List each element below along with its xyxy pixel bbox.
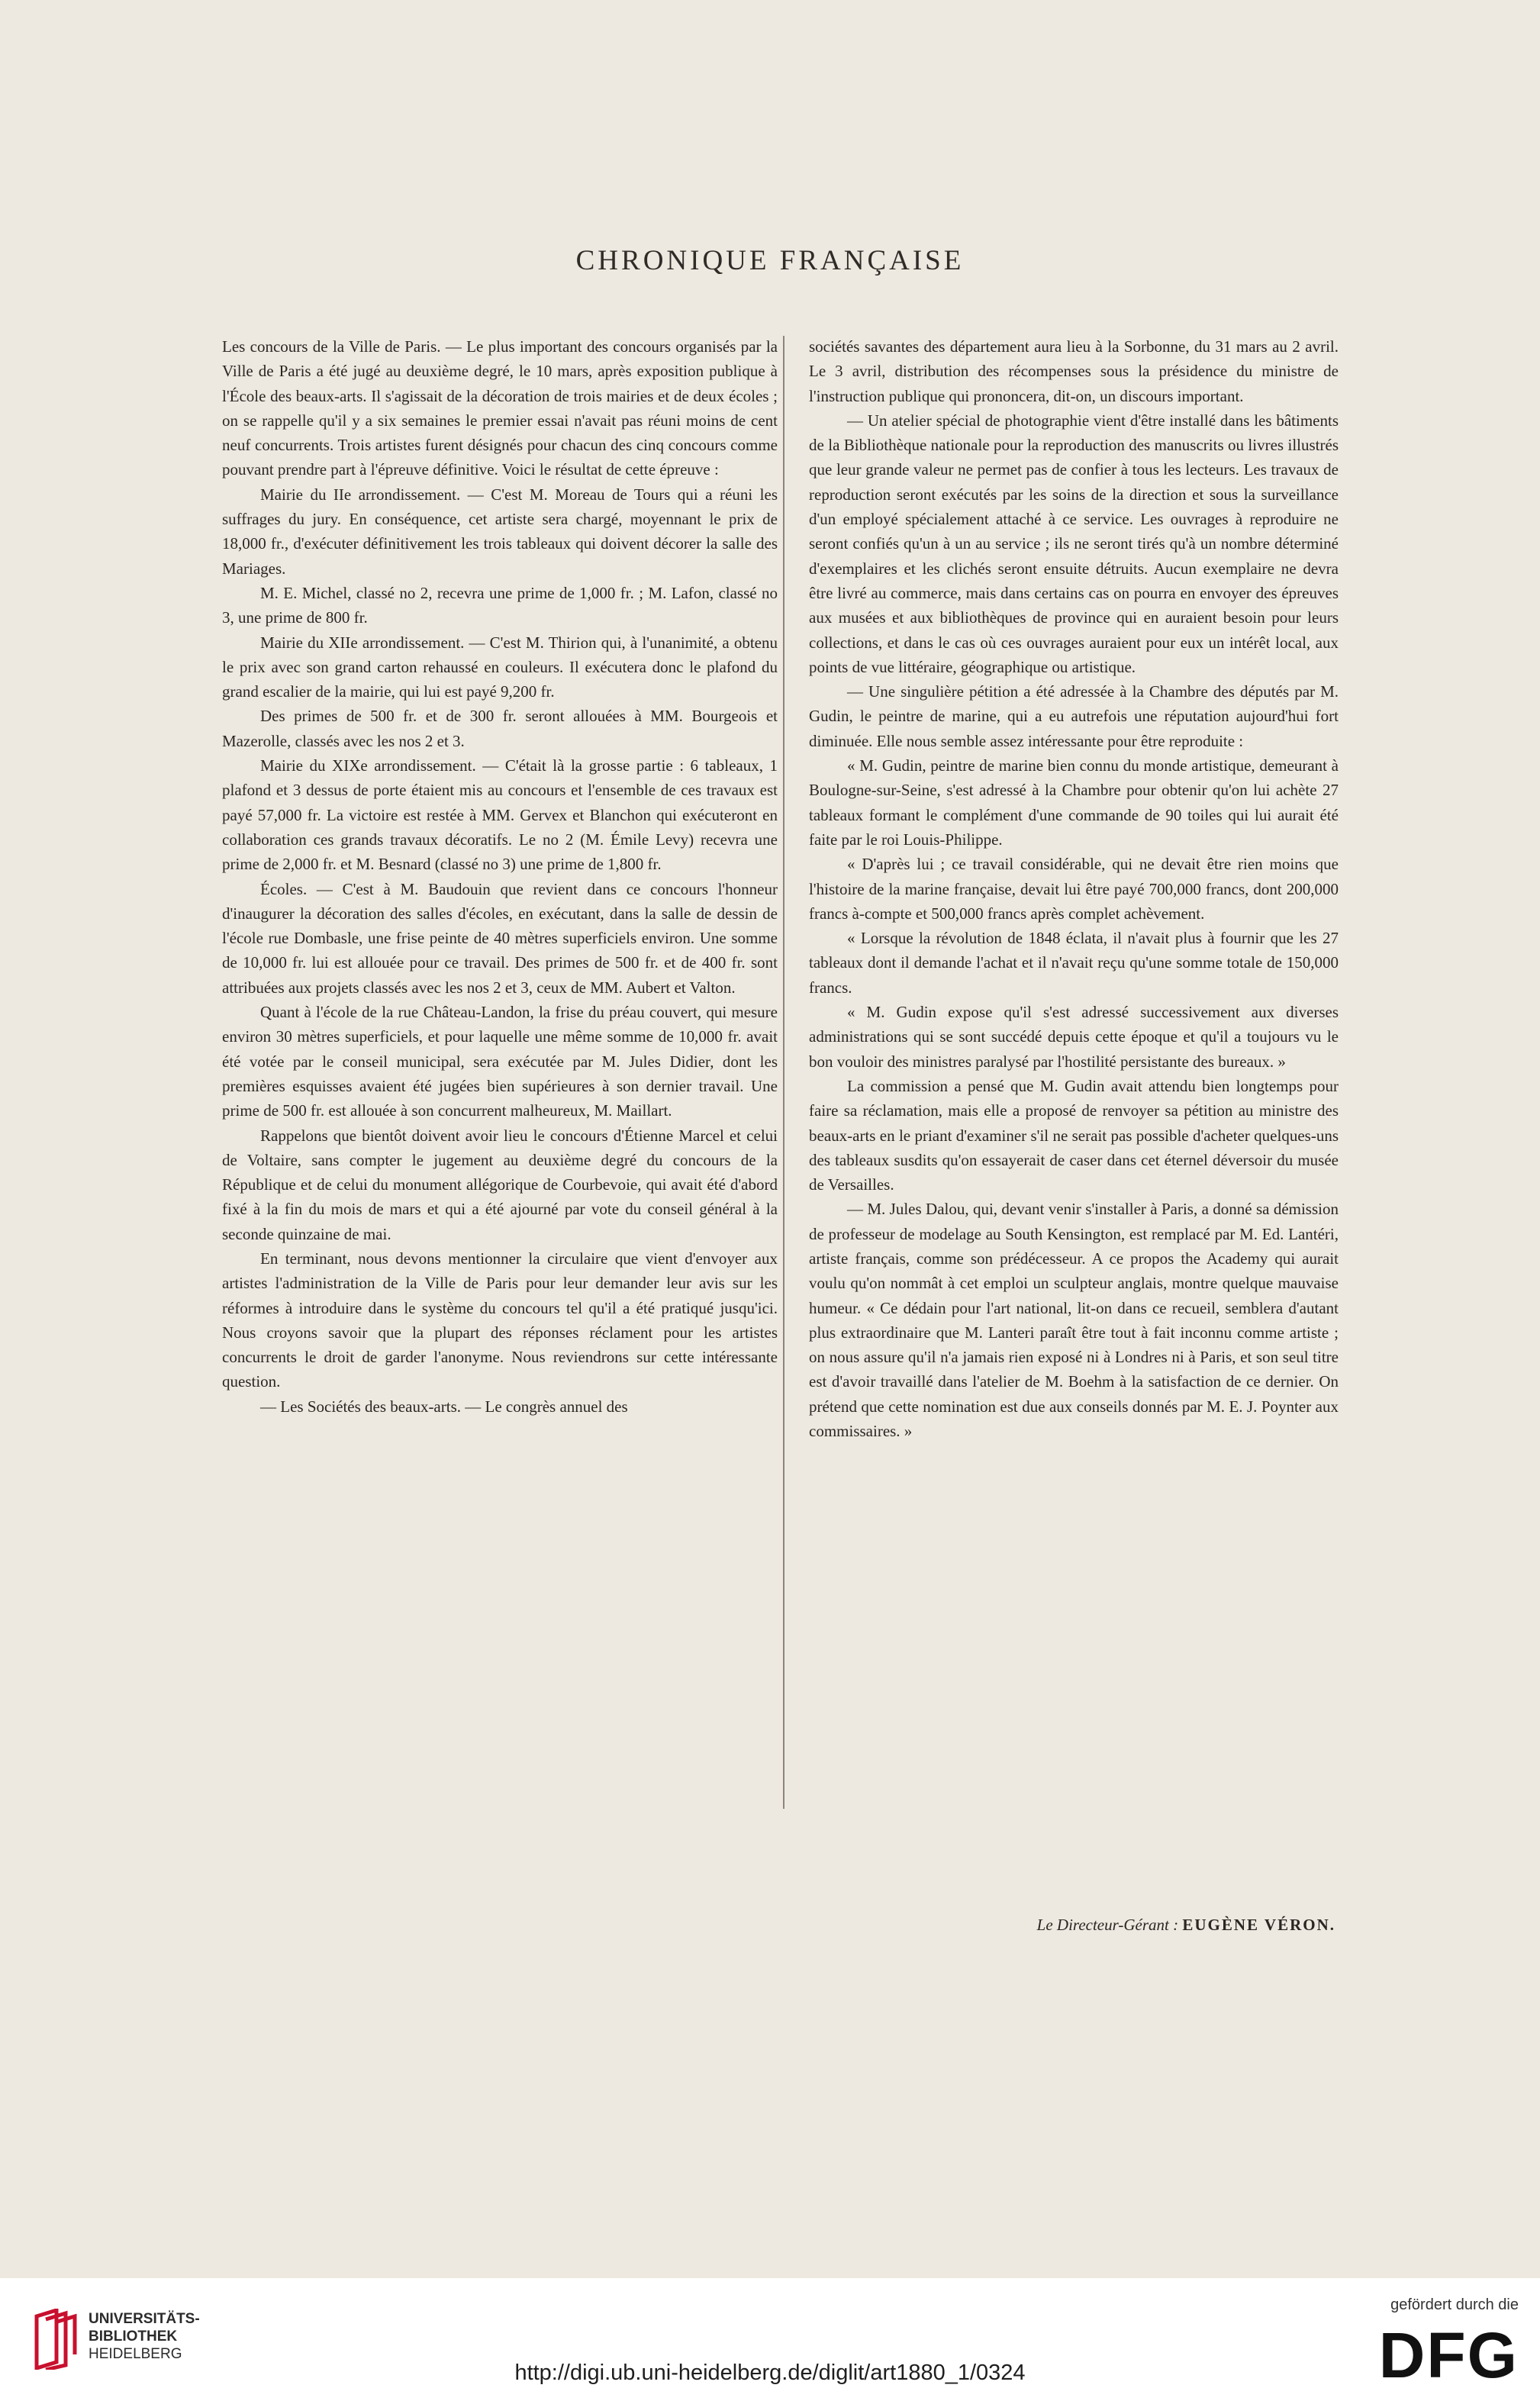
footer bbox=[0, 2278, 1540, 2401]
document-url-link[interactable]: http://digi.ub.uni-heidelberg.de/diglit/art1880_1/0324 bbox=[514, 2361, 1026, 2385]
paragraph: — Un atelier spécial de photographie vient d'être installé dans les bâtiments de la Bibliothèque nationale pour la reproduction des manuscrits ou livres illustrés que leur grande valeur ne permet pas de confier à tous les lecteurs. Les travaux de reproduction seront exécutés par les soins de la direction et sous la surveillance d'un employé spécialement attaché à ce service. Les ouvrages à reproduire ne seront confiés qu'un à un au service ; ils ne seront tirés qu'à un nombre déterminé d'exemplaires et les clichés seront ensuite détruits. Aucun exemplaire ne devra être livré au commerce, mais dans certains cas on pourra en envoyer des épreuves aux musées et aux bibliothèques de province qui en auraient besoin pour leurs collections, et dans le cas où ces ouvrages auraient pour eux un intérêt local, aux points de vue littéraire, géographique ou artistique. bbox=[809, 411, 1339, 676]
paragraph: — M. Jules Dalou, qui, devant venir s'installer à Paris, a donné sa démission de professeur de modelage au South Kensington, est remplacé par M. Ed. Lantéri, artiste français, comme son prédécesseur. A ce propos the Academy qui aurait voulu qu'on nommât à cet emploi un sculpteur anglais, montre quelque mauvaise humeur. « Ce dédain pour l'art national, lit-on dans ce recueil, semblera d'autant plus extraordinaire que M. Lanteri paraît être tout à fait inconnu comme artiste ; on nous assure qu'il n'a jamais rien exposé ni à Londres ni à Paris, et son seul titre est d'avoir travaillé dans l'atelier de M. Boehm à la satisfaction de ce dernier. On prétend que cette nomination est due aux conseils donnés par M. E. J. Poynter aux commissaires. » bbox=[809, 1200, 1339, 1441]
paragraph: — Les Sociétés des beaux-arts. — Le congrès annuel des bbox=[260, 1397, 628, 1416]
paragraph: sociétés savantes des département aura lieu à la Sorbonne, du 31 mars au 2 avril. Le 3 avril, distribution des récompenses sous la présidence du ministre de l'instruction publique qui prononcera, dit-on, un discours important. bbox=[809, 337, 1339, 405]
paragraph: « D'après lui ; ce travail considérable, qui ne devait être rien moins que l'histoire de la marine française, devait lui être payé 700,000 francs, dont 200,000 francs à-compte et 500,000 francs après complet achèvement. bbox=[809, 855, 1339, 923]
paragraph: Quant à l'école de la rue Château-Landon, la frise du préau couvert, qui mesure environ 30 mètres superficiels, et pour laquelle une même somme de 10,000 fr. avait été votée par le conseil municipal, sera exécutée par M. Jules Didier, dont les premières esquisses avaient été jugées bien supérieures à son dernier travail. Une prime de 500 fr. est allouée à son concurrent malheureux, M. Maillart. bbox=[222, 1003, 778, 1120]
paragraph: Des primes de 500 fr. et de 300 fr. seront allouées à MM. Bourgeois et Mazerolle, classés avec les nos 2 et 3. bbox=[222, 707, 778, 750]
paragraph: « M. Gudin expose qu'il s'est adressé successivement aux diverses administrations qui se sont succédé depuis cette époque et qu'il a toujours vu le bon vouloir des ministres paralysé par l'hostilité persistante des bureaux. » bbox=[809, 1003, 1339, 1071]
paragraph: En terminant, nous devons mentionner la circulaire que vient d'envoyer aux artistes l'administration de la Ville de Paris pour leur demander leur avis sur les réformes à introduire dans le système du concours tel qu'il a été pratiqué jusqu'ici. Nous croyons savoir que la plupart des réponses réclament pour les artistes concurrents le droit de garder l'anonyme. Nous reviendrons sur cette intéressante question. bbox=[222, 1249, 778, 1391]
paragraph: Mairie du XIIe arrondissement. — C'est M. Thirion qui, à l'unanimité, a obtenu le prix avec son grand carton rehaussé en couleurs. Il exécutera donc le plafond du grand escalier de la mairie, qui lui est payé 9,200 fr. bbox=[222, 633, 778, 701]
paragraph: « M. Gudin, peintre de marine bien connu du monde artistique, demeurant à Boulogne-sur-Seine, s'est adressé à la Chambre pour obtenir qu'on lui achète 27 tableaux formant le complément d'une commande de 90 toiles qui lui aurait été faite par le roi Louis-Philippe. bbox=[809, 756, 1339, 849]
paragraph: — Une singulière pétition a été adressée à la Chambre des députés par M. Gudin, le peintre de marine, qui a eu autrefois une réputation aujourd'hui fort diminuée. Elle nous semble assez intéressante pour être reproduite : bbox=[809, 682, 1339, 750]
library-name-line: UNIVERSITÄTS- bbox=[89, 2311, 200, 2327]
column-divider bbox=[783, 336, 784, 1809]
paragraph: Les concours de la Ville de Paris. — Le plus important des concours organisés par la Ville de Paris a été jugé au deuxième degré, le 10 mars, après exposition publique à l'École des beaux-arts. Il s'agissait de la décoration de trois mairies et de deux écoles ; on se rappelle qu'il y a six semaines le premier essai n'avait pas réuni moins de cent neuf concurrents. Trois artistes furent désignés pour chacun des cinq concours comme pouvant prendre part à l'épreuve définitive. Voici le résultat de cette épreuve : bbox=[222, 337, 778, 479]
library-name bbox=[89, 2310, 272, 2363]
signature bbox=[862, 1916, 1335, 1935]
paragraph: M. E. Michel, classé no 2, recevra une prime de 1,000 fr. ; M. Lafon, classé no 3, une prime de 800 fr. bbox=[222, 583, 778, 627]
paragraph: Écoles. — C'est à M. Baudouin que revient dans ce concours l'honneur d'inaugurer la décoration des salles d'écoles, en exécutant, dans la salle de dessin de l'école rue Dombasle, une frise peinte de 40 mètres superficiels environ. Une somme de 10,000 fr. lui est allouée pour ce travail. Des primes de 500 fr. et de 400 fr. sont attribuées aux projets classés avec les nos 2 et 3, ceux de MM. Aubert et Valton. bbox=[222, 879, 778, 997]
paragraph: Rappelons que bientôt doivent avoir lieu le concours d'Étienne Marcel et celui de Voltaire, sans compter le jugement au deuxième degré du concours de la République et de celui du monument allégorique de Courbevoie, qui avait été d'abord fixé à la fin du mois de mars et qui a été ajourné par vote du conseil général à la seconde quinzaine de mai. bbox=[222, 1126, 778, 1243]
paragraph: La commission a pensé que M. Gudin avait attendu bien longtemps pour faire sa réclamation, mais elle a proposé de renvoyer sa pétition au ministre des beaux-arts en le priant d'examiner s'il ne serait pas possible d'acheter quelques-uns des tableaux susdits qu'on essayerait de caser dans cet éternel déversoir du musée de Versailles. bbox=[809, 1076, 1339, 1194]
library-name-line: HEIDELBERG bbox=[89, 2346, 182, 2362]
funding-text: gefördert durch die bbox=[1390, 2296, 1519, 2313]
right-column bbox=[809, 334, 1339, 1443]
left-column bbox=[222, 334, 778, 1419]
signature-role: Le Directeur-Gérant : bbox=[1036, 1916, 1179, 1934]
paragraph: Mairie du IIe arrondissement. — C'est M. Moreau de Tours qui a réuni les suffrages du jury. En conséquence, cet artiste sera chargé, moyennant le prix de 18,000 fr., d'exécuter définitivement les trois tableaux qui doivent décorer la salle des Mariages. bbox=[222, 485, 778, 578]
page-title: CHRONIQUE FRANÇAISE bbox=[575, 245, 965, 276]
paragraph: Mairie du XIXe arrondissement. — C'était là la grosse partie : 6 tableaux, 1 plafond et 3 dessus de porte étaient mis au concours et l'ensemble de ces travaux est payé 57,000 fr. La victoire est restée à MM. Gervex et Blanchon qui exécuteront en collaboration ces grands travaux décoratifs. Le no 2 (M. Émile Levy) recevra une prime de 2,000 fr. et M. Besnard (classé no 3) une prime de 1,800 fr. bbox=[222, 756, 778, 874]
paragraph: « Lorsque la révolution de 1848 éclata, il n'avait plus à fournir que les 27 tableaux dont il demande l'achat et il n'avait reçu qu'une somme totale de 150,000 francs. bbox=[809, 929, 1339, 997]
signature-name: EUGÈNE VÉRON. bbox=[1182, 1916, 1335, 1934]
dfg-logo-icon: DFG bbox=[1378, 2319, 1519, 2391]
library-name-line: BIBLIOTHEK bbox=[89, 2328, 178, 2345]
